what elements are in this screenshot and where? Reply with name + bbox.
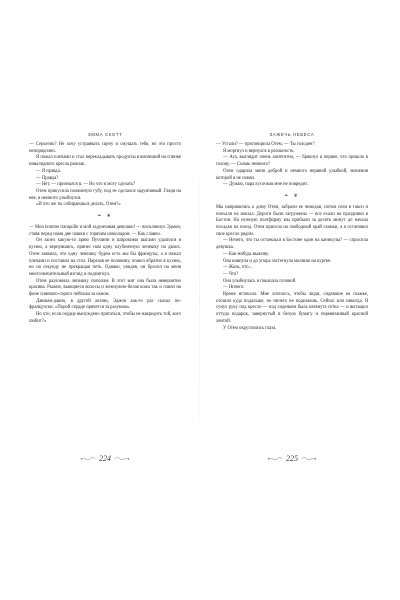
paragraph: Отем разломила лепешку пополам. В этот миг она была невероятно красива. Рыжие, вьющиеся волосы и жемчужно-белая кожа так и сияли на фоне синевато-серого пейзажа за окном. bbox=[29, 278, 181, 298]
paragraph: Мы направились к дому Отем, забрали ее чемодан, потом сели в такси и поехали на вокзал. Дороги были загружены — все ехали на праздники в Бостон. На нужную платформу мы прибыли за десять минут до начала посадки на поезд. Отем присела на свободный край скамьи, а я остановил свое кресло рядом. bbox=[216, 204, 368, 237]
paragraph: — Ага, выглядит очень аппетитно, — брякнул я первое, что пришло в голову. — Съешь немного? bbox=[216, 155, 368, 168]
paragraph: — Серьезно? Не хочу устраивать сцену и смущать тебя, но это просто непорядочно. bbox=[29, 142, 181, 154]
flourish-left-icon bbox=[267, 456, 283, 462]
left-page bbox=[29, 132, 181, 468]
paragraph: Он запел какую-то арию Пуччини и широкими шагами удалился в кухню, а вернувшись, принес нам одну клубничную лепешку на двоих. Отем заявила, что одну лепешку будем есть мы бы французы, а я пожал плечами и поставил на стол. Нарезав ее половину, пошел обратно в кухню, но на секунду не прекращая петь. Однако, увидев, он бросил на меня многозначительный взгляд и подмигнул. bbox=[29, 238, 181, 277]
left-folio bbox=[29, 454, 181, 463]
page-number: 224 bbox=[99, 454, 111, 463]
paragraph: У Отем округлились глаза. bbox=[223, 325, 277, 331]
paragraph: — Что? bbox=[223, 271, 239, 277]
right-folio bbox=[216, 454, 368, 463]
right-running-head: ЗАЖЕЧЬ НЕБЕСА bbox=[269, 132, 315, 137]
paragraph: — Нет, — признался я. — Но что я могу сделать? bbox=[36, 182, 136, 188]
paragraph: Я моргнул и вернулся в реальность. bbox=[223, 148, 295, 154]
paragraph: Она улыбнулась и покачала головой. bbox=[223, 278, 297, 284]
paragraph: — Устали? — проговорила Отем. — Ты голоден? bbox=[216, 142, 315, 147]
left-page-text bbox=[29, 142, 181, 326]
flourish-right-icon bbox=[114, 456, 130, 462]
paragraph: «И что же ты собираешься делать, Отем?» bbox=[36, 202, 121, 208]
paragraph: — Я правда. bbox=[36, 168, 61, 174]
flourish-right-icon bbox=[301, 456, 317, 462]
paragraph: — Думаю, пара кусочков мне не повредит. bbox=[223, 182, 309, 188]
paragraph: Она кивнула и до упора застегнула молнию на куртке. bbox=[223, 258, 332, 264]
paragraph: Но что, если сердце вынуждено прятаться, чтобы не навредить той, кого любит?» bbox=[29, 312, 181, 324]
paragraph: Отем прикусила пожимную губу, под ее сделался задумчивый. Глядя на нее, я немного улыбнулся. bbox=[29, 188, 181, 201]
page-number: 225 bbox=[286, 454, 298, 463]
paragraph: Я пожал плечами и стал перекладывать продукты в висевший на спинке инвалидного кресла рюкзак. bbox=[29, 155, 181, 168]
left-running-head: ЭММА СКОТТ bbox=[87, 132, 123, 137]
paragraph: — Нечего, что ты остаешься в Бостоне один на каникулы? — спросила девушка. bbox=[216, 238, 368, 251]
paragraph: — Как-нибудь выживу. bbox=[223, 251, 270, 257]
page-gutter bbox=[199, 128, 200, 470]
paragraph: — Правда? bbox=[36, 175, 59, 181]
paragraph: — Mon homme tranquille и мой задумчивая девушко! — воскликнул Эдмон, ставя перед нами две чашки с горячим шоколадом. — Как славно. bbox=[29, 225, 181, 237]
paragraph: Отем одарила меня доброй и немного нервной улыбкой, значения которой я не понял. bbox=[216, 168, 368, 181]
flourish-left-icon bbox=[80, 456, 96, 462]
paragraph: — Жаль, что... bbox=[223, 265, 253, 271]
section-ornament: ❧ ❦ bbox=[97, 214, 113, 220]
right-page bbox=[216, 132, 368, 468]
paragraph: — Ничего. bbox=[223, 285, 245, 291]
section-ornament: ❧ ❦ bbox=[284, 193, 300, 199]
paragraph: Время истекало. Мне хотелось, чтобы люди, сидевшие на скамье, отошли куда подальше, но ничего не поделаешь. Сейчас или никогда. Я сунул руку под кресло — под сиденьем была натянута сетка — и вытащил оттуда подарок, завернутый в белую бумагу и перевязанный красной лентой. bbox=[216, 292, 368, 324]
paragraph: Давным-давно, в другой жизни, Эдмон как-то раз сказал по-французски: «Порой сердце прячется за разумом». bbox=[29, 298, 181, 311]
right-page-text bbox=[216, 142, 368, 332]
